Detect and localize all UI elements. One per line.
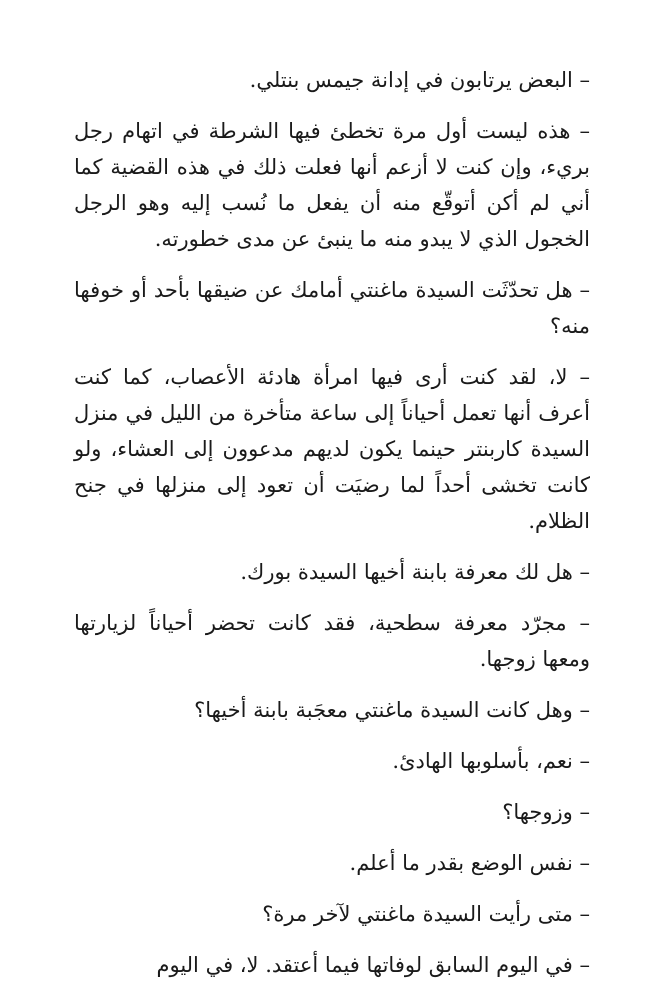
paragraph: – في اليوم السابق لوفاتها فيما أعتقد. لا، في اليوم xyxy=(156,953,590,977)
paragraph: – لا، لقد كنت أرى فيها امرأة هادئة الأعصاب، كما كنت أعرف أنها تعمل أحياناً إلى ساعة متأخرة من الليل في منزل السيدة كاربنتر حينما يكون لديهم مدعوون إلى العشاء، ولو كانت تخشى أحداً لما رضيَت أن تعود إلى منزلها في جنح الظلام. xyxy=(74,365,590,533)
page-text xyxy=(74,62,590,998)
paragraph: – متى رأيت السيدة ماغنتي لآخر مرة؟ xyxy=(262,902,590,926)
paragraph: – هل تحدّثَت السيدة ماغنتي أمامك عن ضيقها بأحد أو خوفها منه؟ xyxy=(74,278,590,338)
paragraph: – مجرّد معرفة سطحية، فقد كانت تحضر أحياناً لزيارتها ومعها زوجها. xyxy=(74,611,590,671)
paragraph: – هذه ليست أول مرة تخطئ فيها الشرطة في اتهام رجل بريء، وإن كنت لا أزعم أنها فعلت ذلك في هذه القضية كما أني لم أكن أتوقّع منه أن يفعل ما نُسب إليه وهو الرجل الخجول الذي لا يبدو منه ما ينبئ عن مدى خطورته. xyxy=(74,119,590,251)
paragraph: – هل لك معرفة بابنة أخيها السيدة بورك. xyxy=(240,560,590,584)
paragraph: – نعم، بأسلوبها الهادئ. xyxy=(392,749,590,773)
paragraph: – نفس الوضع بقدر ما أعلم. xyxy=(349,851,590,875)
paragraph: – وهل كانت السيدة ماغنتي معجَبة بابنة أخيها؟ xyxy=(194,698,590,722)
paragraph: – البعض يرتابون في إدانة جيمس بنتلي. xyxy=(249,68,590,92)
paragraph: – وزوجها؟ xyxy=(502,800,590,824)
